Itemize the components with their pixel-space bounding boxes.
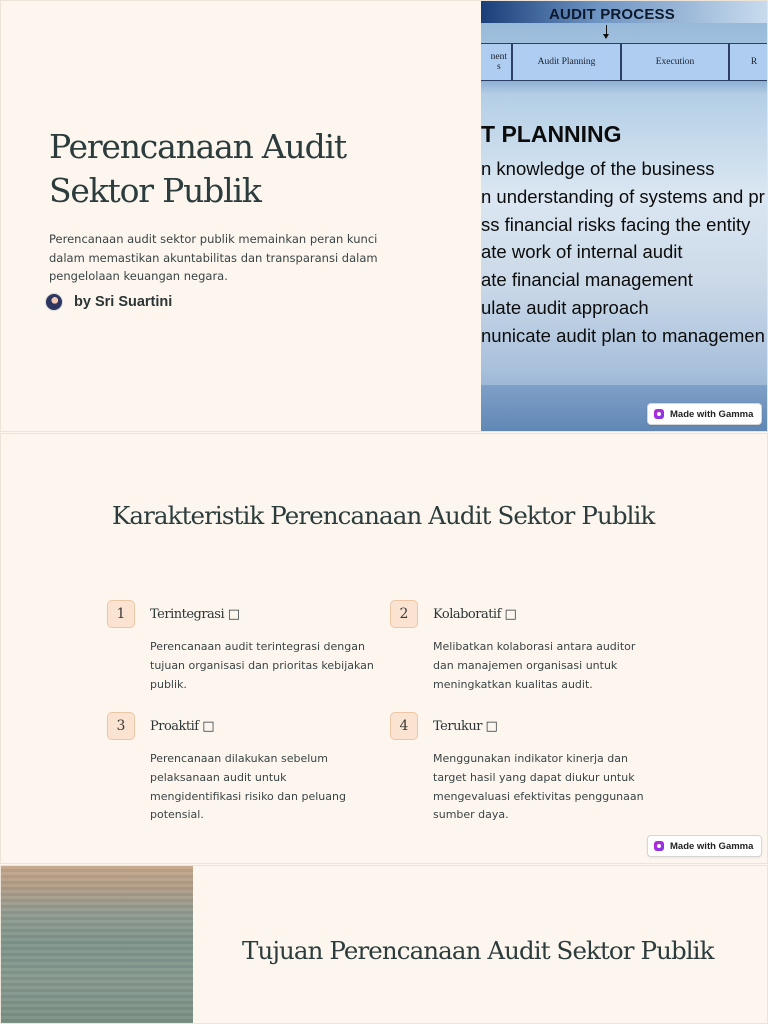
slide3-image [1, 866, 193, 1024]
image-list-item: ate financial management [481, 269, 693, 291]
arrow-down-icon [603, 34, 609, 39]
item-title: Terukur □ [433, 719, 498, 734]
image-box-3: Execution [621, 43, 729, 81]
image-list-item: n knowledge of the business [481, 158, 715, 179]
item-number: 4 [390, 712, 418, 740]
author[interactable] [45, 293, 172, 311]
made-with-gamma-badge[interactable] [647, 403, 762, 425]
author-name: by Sri Suartini [74, 294, 173, 310]
item-number: 1 [107, 600, 135, 628]
item-number: 3 [107, 712, 135, 740]
item-description: Perencanaan dilakukan sebelum pelaksanaan audit untuk mengidentifikasi risiko dan peluang potensial. [150, 752, 346, 822]
image-box-1-line1: nent [490, 52, 507, 62]
image-list-item: n understanding of systems and pr [481, 185, 765, 207]
item-description: Menggunakan indikator kinerja dan target hasil yang dapat diukur untuk mengevaluasi efektivitas penggunaan sumber daya. [433, 752, 644, 822]
badge-label: Made with Gamma [670, 408, 754, 420]
avatar [45, 293, 63, 311]
slide3-title: Tujuan Perencanaan Audit Sektor Publik [242, 936, 714, 965]
image-box-1 [481, 43, 512, 81]
gamma-logo-icon [654, 841, 664, 851]
image-box-1-line2: s [496, 62, 501, 72]
item-number: 2 [390, 600, 418, 628]
image-box-4: R [729, 43, 768, 81]
item-title: Kolaboratif □ [433, 607, 517, 622]
made-with-gamma-badge[interactable] [647, 835, 762, 857]
item-title: Terintegrasi □ [150, 607, 240, 622]
badge-label: Made with Gamma [670, 840, 754, 852]
image-list-item: ate work of internal audit [481, 241, 683, 263]
image-process-boxes [481, 43, 768, 81]
image-list-item: ss financial risks facing the entity [481, 213, 751, 235]
slide-characteristics [0, 433, 768, 864]
item-description: Perencanaan audit terintegrasi dengan tujuan organisasi dan prioritas kebijakan publik. [150, 640, 374, 691]
slide2-title: Karakteristik Perencanaan Audit Sektor Publik [112, 501, 655, 530]
item-description: Melibatkan kolaborasi antara auditor dan manajemen organisasi untuk meningkatkan kualitas audit. [433, 640, 636, 691]
gamma-logo-icon [654, 409, 664, 419]
image-box-2: Audit Planning [512, 43, 621, 81]
item-title: Proaktif □ [150, 719, 215, 734]
slide-title [0, 0, 768, 432]
image-band [481, 81, 768, 95]
image-process-title: AUDIT PROCESS [549, 6, 675, 23]
image-list-item: nunicate audit plan to managemen [481, 324, 765, 346]
slide-objectives [0, 865, 768, 1024]
slide1-title: Perencanaan Audit Sektor Publik [49, 127, 346, 210]
image-list [481, 155, 765, 350]
audit-process-image [481, 1, 768, 432]
image-list-item: ulate audit approach [481, 296, 649, 318]
slide1-description: Perencanaan audit sektor publik memainkan peran kunci dalam memastikan akuntabilitas dan transparansi dalam pengelolaan keuangan negara. [49, 232, 378, 283]
image-heading: T PLANNING [481, 121, 622, 147]
